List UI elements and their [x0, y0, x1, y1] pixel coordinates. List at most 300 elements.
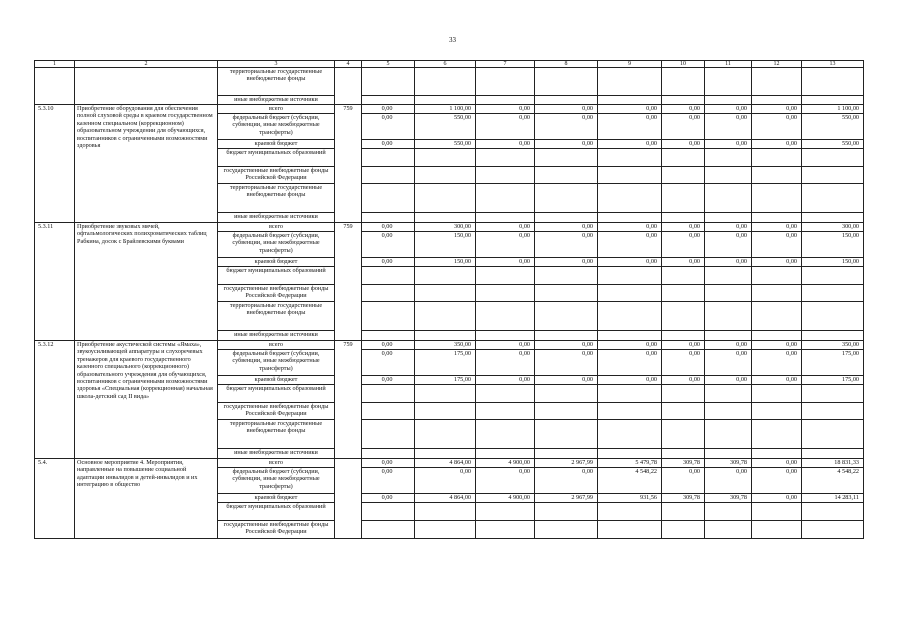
empty-cell [362, 213, 415, 223]
value-cell: 0,00 [535, 258, 598, 267]
col-header: 7 [476, 61, 535, 68]
source-label: территориальные государственные внебюджетные фонды [218, 68, 335, 96]
value-cell: 0,00 [535, 105, 598, 114]
empty-cell [802, 167, 864, 184]
empty-cell [662, 213, 705, 223]
empty-cell [752, 331, 802, 341]
table-row [35, 341, 864, 350]
value-cell: 0,00 [705, 223, 752, 232]
item-code: 5.3.11 [35, 223, 75, 341]
col-header: 13 [802, 61, 864, 68]
value-cell: 150,00 [802, 232, 864, 258]
empty-cell [598, 96, 662, 105]
empty-cell [705, 167, 752, 184]
value-cell: 175,00 [415, 350, 476, 376]
empty-cell [476, 167, 535, 184]
value-cell: 0,00 [362, 114, 415, 140]
empty-cell [362, 521, 415, 539]
empty-cell [535, 167, 598, 184]
value-cell: 2 967,99 [535, 494, 598, 503]
value-cell: 0,00 [535, 114, 598, 140]
value-cell: 0,00 [705, 105, 752, 114]
empty-cell [662, 285, 705, 302]
empty-cell [415, 285, 476, 302]
value-cell: 0,00 [362, 258, 415, 267]
empty-cell [535, 385, 598, 403]
empty-cell [535, 449, 598, 459]
empty-cell [476, 96, 535, 105]
empty-cell [415, 68, 476, 96]
empty-cell [802, 449, 864, 459]
value-cell: 0,00 [598, 341, 662, 350]
empty-cell [362, 149, 415, 167]
value-cell: 4 548,22 [598, 468, 662, 494]
value-cell: 0,00 [362, 341, 415, 350]
empty-cell [535, 267, 598, 285]
value-cell: 0,00 [662, 468, 705, 494]
value-cell: 0,00 [598, 258, 662, 267]
empty-cell [802, 403, 864, 420]
value-cell: 0,00 [705, 232, 752, 258]
empty-cell [415, 267, 476, 285]
page-number: 33 [449, 36, 456, 44]
empty-cell [802, 68, 864, 96]
value-cell: 0,00 [362, 376, 415, 385]
col-header: 11 [705, 61, 752, 68]
value-cell: 0,00 [535, 140, 598, 149]
value-cell: 931,56 [598, 494, 662, 503]
empty-cell [752, 213, 802, 223]
table-row [35, 105, 864, 114]
source-label: бюджет муниципальных образований [218, 503, 335, 521]
empty-cell [662, 503, 705, 521]
empty-cell [415, 96, 476, 105]
value-cell: 350,00 [802, 341, 864, 350]
value-cell: 0,00 [662, 223, 705, 232]
empty-cell [415, 385, 476, 403]
value-cell: 0,00 [752, 468, 802, 494]
value-cell: 4 900,00 [476, 459, 535, 468]
grbs-code: 759 [335, 223, 362, 341]
source-label: бюджет муниципальных образований [218, 149, 335, 167]
empty-cell [362, 385, 415, 403]
value-cell: 0,00 [535, 468, 598, 494]
empty-cell [662, 184, 705, 213]
empty-cell [752, 167, 802, 184]
col-header: 1 [35, 61, 75, 68]
empty-cell [476, 68, 535, 96]
empty-cell [802, 302, 864, 331]
col-header: 3 [218, 61, 335, 68]
source-label: территориальные государственные внебюджетные фонды [218, 302, 335, 331]
grbs-code [335, 459, 362, 539]
empty-cell [662, 167, 705, 184]
value-cell: 175,00 [415, 376, 476, 385]
empty-cell [752, 184, 802, 213]
empty-cell [35, 68, 75, 105]
empty-cell [662, 420, 705, 449]
value-cell: 550,00 [802, 114, 864, 140]
empty-cell [75, 68, 218, 105]
empty-cell [705, 503, 752, 521]
value-cell: 550,00 [802, 140, 864, 149]
empty-cell [752, 149, 802, 167]
item-code: 5.4. [35, 459, 75, 539]
empty-cell [802, 285, 864, 302]
empty-cell [476, 213, 535, 223]
empty-cell [476, 267, 535, 285]
empty-cell [662, 331, 705, 341]
source-label: территориальные государственные внебюджетные фонды [218, 420, 335, 449]
empty-cell [415, 521, 476, 539]
value-cell: 0,00 [362, 494, 415, 503]
source-label: иные внебюджетные источники [218, 331, 335, 341]
grbs-code: 759 [335, 105, 362, 223]
empty-cell [705, 331, 752, 341]
empty-cell [752, 302, 802, 331]
value-cell: 0,00 [535, 341, 598, 350]
col-header: 2 [75, 61, 218, 68]
empty-cell [802, 96, 864, 105]
empty-cell [662, 68, 705, 96]
empty-cell [598, 302, 662, 331]
empty-cell [362, 96, 415, 105]
source-label: государственные внебюджетные фонды Российской Федерации [218, 167, 335, 184]
col-header: 5 [362, 61, 415, 68]
value-cell: 0,00 [362, 105, 415, 114]
empty-cell [598, 521, 662, 539]
empty-cell [598, 68, 662, 96]
empty-cell [476, 449, 535, 459]
empty-cell [598, 420, 662, 449]
source-label: территориальные государственные внебюджетные фонды [218, 184, 335, 213]
empty-cell [415, 403, 476, 420]
value-cell: 0,00 [662, 376, 705, 385]
value-cell: 0,00 [476, 468, 535, 494]
empty-cell [535, 331, 598, 341]
value-cell: 0,00 [662, 114, 705, 140]
value-cell: 0,00 [362, 140, 415, 149]
empty-cell [415, 331, 476, 341]
empty-cell [705, 449, 752, 459]
empty-cell [476, 149, 535, 167]
empty-cell [705, 149, 752, 167]
empty-cell [362, 420, 415, 449]
empty-cell [362, 184, 415, 213]
value-cell: 4 900,00 [476, 494, 535, 503]
empty-cell [415, 449, 476, 459]
empty-cell [705, 403, 752, 420]
table-row [35, 459, 864, 468]
empty-cell [705, 521, 752, 539]
empty-cell [476, 331, 535, 341]
value-cell: 2 967,99 [535, 459, 598, 468]
col-header: 12 [752, 61, 802, 68]
value-cell: 309,78 [662, 459, 705, 468]
item-name: Основное мероприятие 4. Мероприятия, направленные на повышение социальной адаптации инвалидов и детей-инвалидов и их интеграцию в общество [75, 459, 218, 539]
value-cell: 350,00 [415, 341, 476, 350]
empty-cell [535, 96, 598, 105]
empty-cell [752, 403, 802, 420]
empty-cell [415, 149, 476, 167]
value-cell: 0,00 [752, 376, 802, 385]
empty-cell [415, 213, 476, 223]
col-header: 8 [535, 61, 598, 68]
empty-cell [802, 149, 864, 167]
source-label: государственные внебюджетные фонды Российской Федерации [218, 285, 335, 302]
empty-cell [598, 167, 662, 184]
item-name: Приобретение оборудования для обеспечения полной слуховой среды в краевом государственном казенном специальном (коррекционном) образовательном учреждении для обучающихся, воспитанников с ограниченными возможностями здоровья [75, 105, 218, 223]
value-cell: 150,00 [415, 258, 476, 267]
source-label: государственные внебюджетные фонды Российской Федерации [218, 403, 335, 420]
value-cell: 0,00 [598, 140, 662, 149]
empty-cell [752, 449, 802, 459]
empty-cell [662, 385, 705, 403]
empty-cell [802, 521, 864, 539]
value-cell: 0,00 [476, 140, 535, 149]
empty-cell [598, 213, 662, 223]
source-label: иные внебюджетные источники [218, 96, 335, 105]
value-cell: 309,78 [705, 459, 752, 468]
empty-cell [802, 385, 864, 403]
empty-cell [705, 420, 752, 449]
value-cell: 0,00 [662, 105, 705, 114]
budget-table [34, 60, 864, 539]
value-cell: 175,00 [802, 350, 864, 376]
empty-cell [598, 149, 662, 167]
value-cell: 0,00 [662, 140, 705, 149]
source-label: иные внебюджетные источники [218, 213, 335, 223]
empty-cell [705, 267, 752, 285]
empty-cell [705, 285, 752, 302]
value-cell: 309,78 [705, 494, 752, 503]
source-label: бюджет муниципальных образований [218, 385, 335, 403]
empty-cell [752, 521, 802, 539]
value-cell: 4 864,00 [415, 459, 476, 468]
empty-cell [598, 385, 662, 403]
value-cell: 175,00 [802, 376, 864, 385]
value-cell: 1 100,00 [802, 105, 864, 114]
value-cell: 150,00 [802, 258, 864, 267]
empty-cell [362, 68, 415, 96]
value-cell: 0,00 [705, 468, 752, 494]
value-cell: 0,00 [598, 232, 662, 258]
value-cell: 4 864,00 [415, 494, 476, 503]
empty-cell [705, 184, 752, 213]
empty-cell [476, 285, 535, 302]
empty-cell [476, 503, 535, 521]
empty-cell [752, 285, 802, 302]
item-code: 5.3.10 [35, 105, 75, 223]
value-cell: 0,00 [752, 341, 802, 350]
empty-cell [415, 302, 476, 331]
item-name: Приобретение звуковых мячей, офтальмологических полихроматических таблиц Рабкина, досок с Брайлевскими буквами [75, 223, 218, 341]
value-cell: 550,00 [415, 140, 476, 149]
value-cell: 0,00 [752, 459, 802, 468]
empty-cell [705, 68, 752, 96]
empty-cell [802, 420, 864, 449]
empty-cell [662, 149, 705, 167]
value-cell: 0,00 [598, 350, 662, 376]
empty-cell [662, 302, 705, 331]
empty-cell [362, 449, 415, 459]
value-cell: 0,00 [598, 223, 662, 232]
source-label: федеральный бюджет (субсидии, субвенции, иные межбюджетные трансферты) [218, 232, 335, 258]
value-cell: 0,00 [752, 223, 802, 232]
value-cell: 0,00 [362, 468, 415, 494]
empty-cell [705, 302, 752, 331]
value-cell: 4 548,22 [802, 468, 864, 494]
value-cell: 0,00 [535, 350, 598, 376]
empty-cell [362, 285, 415, 302]
empty-cell [662, 521, 705, 539]
source-label: всего [218, 105, 335, 114]
empty-cell [535, 302, 598, 331]
value-cell: 0,00 [535, 376, 598, 385]
empty-cell [752, 96, 802, 105]
empty-cell [752, 385, 802, 403]
empty-cell [415, 184, 476, 213]
col-header: 4 [335, 61, 362, 68]
value-cell: 1 100,00 [415, 105, 476, 114]
empty-cell [476, 385, 535, 403]
value-cell: 14 283,11 [802, 494, 864, 503]
value-cell: 0,00 [362, 232, 415, 258]
value-cell: 0,00 [362, 350, 415, 376]
source-label: бюджет муниципальных образований [218, 267, 335, 285]
value-cell: 0,00 [662, 341, 705, 350]
empty-cell [415, 420, 476, 449]
empty-cell [662, 403, 705, 420]
value-cell: 0,00 [705, 341, 752, 350]
empty-cell [535, 68, 598, 96]
value-cell: 0,00 [752, 232, 802, 258]
value-cell: 0,00 [598, 114, 662, 140]
value-cell: 0,00 [476, 350, 535, 376]
empty-cell [598, 267, 662, 285]
empty-cell [662, 96, 705, 105]
value-cell: 0,00 [705, 376, 752, 385]
value-cell: 0,00 [362, 223, 415, 232]
empty-cell [535, 184, 598, 213]
value-cell: 5 479,78 [598, 459, 662, 468]
value-cell: 0,00 [752, 140, 802, 149]
empty-cell [598, 403, 662, 420]
value-cell: 18 831,33 [802, 459, 864, 468]
source-label: всего [218, 341, 335, 350]
value-cell: 309,78 [662, 494, 705, 503]
empty-cell [752, 420, 802, 449]
source-label: краевой бюджет [218, 140, 335, 149]
col-header: 9 [598, 61, 662, 68]
value-cell: 0,00 [705, 114, 752, 140]
empty-cell [362, 331, 415, 341]
value-cell: 0,00 [598, 105, 662, 114]
value-cell: 0,00 [476, 114, 535, 140]
value-cell: 0,00 [476, 223, 535, 232]
empty-cell [535, 149, 598, 167]
empty-cell [476, 521, 535, 539]
value-cell: 0,00 [476, 105, 535, 114]
value-cell: 0,00 [752, 494, 802, 503]
empty-cell [535, 213, 598, 223]
table-row [35, 223, 864, 232]
empty-cell [476, 302, 535, 331]
empty-cell [415, 167, 476, 184]
continuation-row [35, 68, 864, 96]
source-label: краевой бюджет [218, 494, 335, 503]
grbs-code: 759 [335, 341, 362, 459]
value-cell: 0,00 [535, 223, 598, 232]
empty-cell [802, 331, 864, 341]
empty-cell [476, 403, 535, 420]
value-cell: 0,00 [476, 376, 535, 385]
value-cell: 0,00 [705, 140, 752, 149]
source-label: федеральный бюджет (субсидии, субвенции, иные межбюджетные трансферты) [218, 350, 335, 376]
empty-cell [705, 96, 752, 105]
source-label: краевой бюджет [218, 258, 335, 267]
empty-cell [415, 503, 476, 521]
value-cell: 0,00 [662, 258, 705, 267]
value-cell: 0,00 [752, 350, 802, 376]
empty-cell [802, 503, 864, 521]
empty-cell [476, 184, 535, 213]
empty-cell [662, 267, 705, 285]
value-cell: 150,00 [415, 232, 476, 258]
empty-cell [362, 267, 415, 285]
empty-cell [362, 302, 415, 331]
value-cell: 550,00 [415, 114, 476, 140]
empty-cell [802, 213, 864, 223]
value-cell: 0,00 [705, 258, 752, 267]
value-cell: 0,00 [662, 350, 705, 376]
empty-cell [335, 68, 362, 105]
empty-cell [598, 184, 662, 213]
empty-cell [598, 285, 662, 302]
col-header: 6 [415, 61, 476, 68]
empty-cell [535, 285, 598, 302]
empty-cell [535, 403, 598, 420]
item-code: 5.3.12 [35, 341, 75, 459]
source-label: федеральный бюджет (субсидии, субвенции, иные межбюджетные трансферты) [218, 114, 335, 140]
value-cell: 0,00 [662, 232, 705, 258]
source-label: государственные внебюджетные фонды Российской Федерации [218, 521, 335, 539]
empty-cell [802, 184, 864, 213]
source-label: всего [218, 223, 335, 232]
empty-cell [362, 167, 415, 184]
value-cell: 0,00 [705, 350, 752, 376]
empty-cell [752, 267, 802, 285]
empty-cell [802, 267, 864, 285]
empty-cell [598, 503, 662, 521]
value-cell: 0,00 [535, 232, 598, 258]
value-cell: 0,00 [752, 105, 802, 114]
value-cell: 0,00 [752, 114, 802, 140]
empty-cell [705, 213, 752, 223]
empty-cell [598, 331, 662, 341]
value-cell: 300,00 [415, 223, 476, 232]
empty-cell [752, 68, 802, 96]
item-name: Приобретение акустической системы «Ямаха», звукоусиливающей аппаратуры и слухоречевых тренажеров для краевого государственного казенного специального (коррекционного) образовательного учреждения для обучающихся, воспитанников с ограниченными возможностями здоровья «Специальная (коррекционная) начальная школа-детский сад II вида» [75, 341, 218, 459]
column-number-header [35, 61, 864, 68]
value-cell: 0,00 [476, 341, 535, 350]
empty-cell [662, 449, 705, 459]
value-cell: 300,00 [802, 223, 864, 232]
empty-cell [705, 385, 752, 403]
empty-cell [362, 503, 415, 521]
col-header: 10 [662, 61, 705, 68]
empty-cell [752, 503, 802, 521]
